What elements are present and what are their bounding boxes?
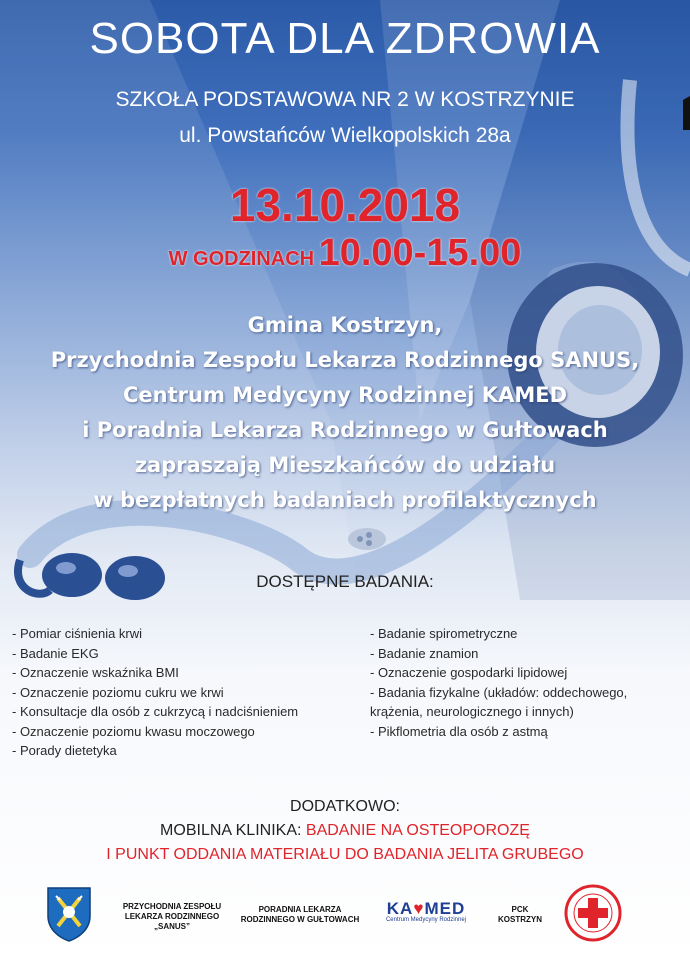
exam-item: - Porady dietetyka (12, 743, 117, 758)
exams-list-left (12, 624, 357, 761)
extra-heading: DODATKOWO: (290, 798, 400, 815)
sanus-logo-line: PRZYCHODNIA ZESPOŁU (122, 902, 222, 911)
hours-value: 10.00-15.00 (318, 232, 522, 274)
sanus-logo (112, 902, 232, 932)
pck-label-line: PCK (511, 905, 529, 914)
school-address: ul. Powstańców Wielkopolskich 28a (179, 124, 511, 147)
exam-item: - Oznaczenie poziomu cukru we krwi (12, 684, 224, 700)
school-name: SZKOŁA PODSTAWOWA NR 2 W KOSTRZYNIE (115, 88, 575, 111)
gultowy-logo-line: PORADNIA LEKARZA (258, 905, 342, 914)
invitation-line: Przychodnia Zespołu Lekarza Rodzinnego SANUS, (50, 348, 640, 372)
exam-item: - Badania fizykalne (układów: oddechowego, (370, 684, 628, 700)
exam-item: - Oznaczenie wskaźnika BMI (12, 665, 179, 680)
event-hours (0, 232, 690, 275)
heart-icon: ♥ (413, 899, 425, 918)
exam-item: - Konsultacje dla osób z cukrzycą i nadciśnieniem (12, 704, 299, 719)
invitation-line: Centrum Medycyny Rodzinnej KAMED (123, 383, 567, 407)
kamed-logo (376, 899, 476, 923)
invitation-line: zapraszają Mieszkańców do udziału (134, 453, 556, 477)
red-cross-icon (564, 884, 622, 942)
kamed-logo-subtitle: Centrum Medycyny Rodzinnej (385, 917, 467, 923)
mobile-clinic-line (0, 822, 690, 840)
coat-of-arms-icon (46, 886, 92, 942)
invitation-text (0, 308, 690, 518)
poster-title: SOBOTA DLA ZDROWIA (89, 14, 601, 63)
gultowy-logo (236, 905, 364, 925)
partner-logos (0, 880, 690, 955)
kamed-suffix: MED (424, 899, 466, 918)
exams-list-right (370, 624, 686, 741)
mobile-clinic-value: BADANIE NA OSTEOPOROZĘ (305, 822, 530, 839)
invitation-line: Gmina Kostrzyn, (247, 313, 443, 337)
exam-item: - Pikflometria dla osób z astmą (370, 723, 548, 739)
invitation-line: i Poradnia Lekarza Rodzinnego w Gułtowach (82, 418, 608, 442)
mobile-clinic-label: MOBILNA KLINIKA: (160, 822, 302, 839)
colon-test-line: I PUNKT ODDANIA MATERIAŁU DO BADANIA JELITA GRUBEGO (106, 846, 584, 863)
event-date: 13.10.2018 (229, 179, 461, 231)
pck-label (492, 905, 548, 925)
kamed-prefix: KA (386, 899, 414, 918)
exam-item: - Badanie znamion (370, 645, 479, 661)
exam-item: - Badanie spirometryczne (370, 626, 518, 641)
sanus-logo-line: LEKARZA RODZINNEGO (124, 912, 220, 921)
sanus-logo-line: „SANUS” (153, 922, 190, 931)
exam-item: - Oznaczenie gospodarki lipidowej (370, 665, 568, 680)
kamed-logo-name (376, 899, 476, 919)
hours-label: W GODZINACH (168, 248, 315, 270)
gultowy-logo-line: RODZINNEGO W GUŁTOWACH (240, 915, 360, 924)
exam-item: - Badanie EKG (12, 645, 99, 661)
exam-item: - Pomiar ciśnienia krwi (12, 626, 143, 641)
exams-heading: DOSTĘPNE BADANIA: (256, 572, 434, 591)
exam-item: - Oznaczenie poziomu kwasu moczowego (12, 723, 255, 739)
exam-item: krążenia, neurologicznego i innych) (370, 704, 574, 719)
invitation-line: w bezpłatnych badaniach profilaktycznych (93, 488, 597, 512)
pck-label-line: KOSTRZYN (498, 915, 542, 924)
